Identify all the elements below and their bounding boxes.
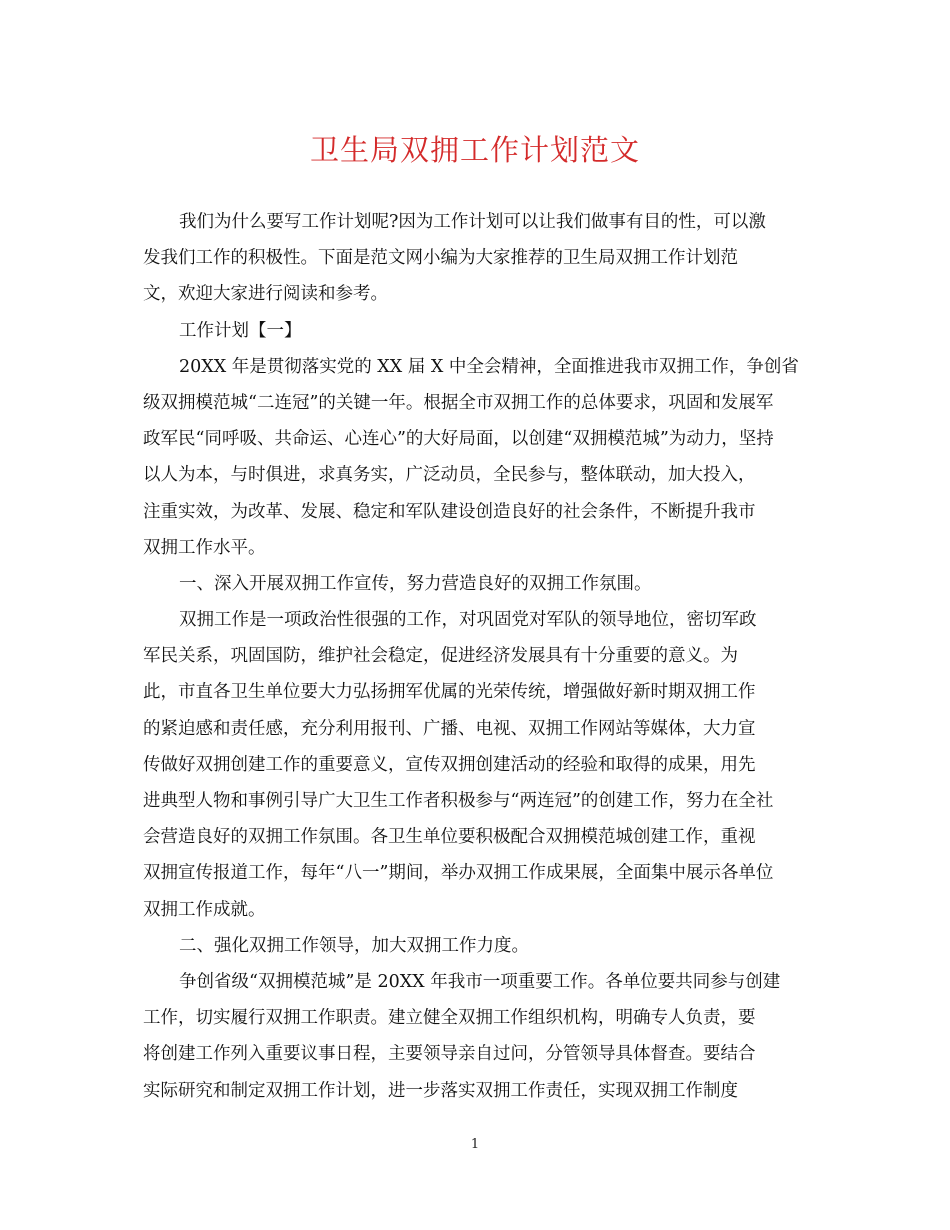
paragraph-line: 的紧迫感和责任感，充分利用报刊、广播、电视、双拥工作网站等媒体，大力宣: [143, 718, 756, 739]
document-body: [143, 204, 813, 1109]
paragraph-line: 我们为什么要写工作计划呢?因为工作计划可以让我们做事有目的性，可以激: [179, 212, 766, 232]
paragraph-line: 实际研究和制定双拥工作计划，进一步落实双拥工作责任，实现双拥工作制度: [143, 1080, 738, 1101]
document-title: 卫生局双拥工作计划范文: [309, 133, 640, 167]
paragraph-line: 进典型人物和事例引导广大卫生工作者积极参与“两连冠”的创建工作，努力在全社: [143, 791, 774, 811]
paragraph-line: 工作，切实履行双拥工作职责。建立健全双拥工作组织机构，明确专人负责，要: [143, 1008, 756, 1029]
paragraph-line: 双拥工作成就。: [143, 899, 266, 920]
section-heading: 一、深入开展双拥工作宣传，努力营造良好的双拥工作氛围。: [179, 573, 652, 594]
section-heading: 二、强化双拥工作领导，加大双拥工作力度。: [179, 935, 529, 956]
paragraph-line: 20XX 年是贯彻落实党的 XX 届 X 中全会精神，全面推进我市双拥工作，争创省: [179, 356, 799, 377]
paragraph-line: 军民关系，巩固国防，维护社会稳定，促进经济发展具有十分重要的意义。为: [143, 646, 738, 667]
paragraph-line: 传做好双拥创建工作的重要意义，宣传双拥创建活动的经验和取得的成果，用先: [143, 754, 756, 775]
paragraph-line: 争创省级“双拥模范城”是 20XX 年我市一项重要工作。各单位要共同参与创建: [179, 971, 781, 992]
paragraph-line: 级双拥模范城“二连冠”的关键一年。根据全市双拥工作的总体要求，巩固和发展军: [143, 392, 774, 413]
paragraph-line: 政军民“同呼吸、共命运、心连心”的大好局面，以创建“双拥模范城”为动力，坚持: [143, 429, 774, 450]
paragraph-line: 会营造良好的双拥工作氛围。各卫生单位要积极配合双拥模范城创建工作，重视: [143, 827, 756, 848]
page-number: 1: [470, 1137, 480, 1152]
paragraph-line: 双拥工作水平。: [143, 537, 266, 558]
paragraph-line: 双拥工作是一项政治性很强的工作，对巩固党对军队的领导地位，密切军政: [179, 610, 757, 631]
paragraph-line: 文，欢迎大家进行阅读和参考。: [143, 284, 388, 305]
paragraph-line: 此，市直各卫生单位要大力弘扬拥军优属的光荣传统，增强做好新时期双拥工作: [143, 682, 756, 703]
paragraph-line: 注重实效，为改革、发展、稳定和军队建设创造良好的社会条件，不断提升我市: [143, 501, 756, 522]
paragraph-line: 以人为本，与时俱进，求真务实，广泛动员，全民参与，整体联动，加大投入，: [143, 465, 756, 486]
paragraph-line: 双拥宣传报道工作，每年“八一”期间，举办双拥工作成果展，全面集中展示各单位: [143, 863, 774, 884]
section-heading: 工作计划【一】: [179, 320, 302, 341]
paragraph-line: 将创建工作列入重要议事日程，主要领导亲自过问，分管领导具体督查。要结合: [143, 1044, 756, 1065]
paragraph-line: 发我们工作的积极性。下面是范文网小编为大家推荐的卫生局双拥工作计划范: [143, 248, 738, 269]
